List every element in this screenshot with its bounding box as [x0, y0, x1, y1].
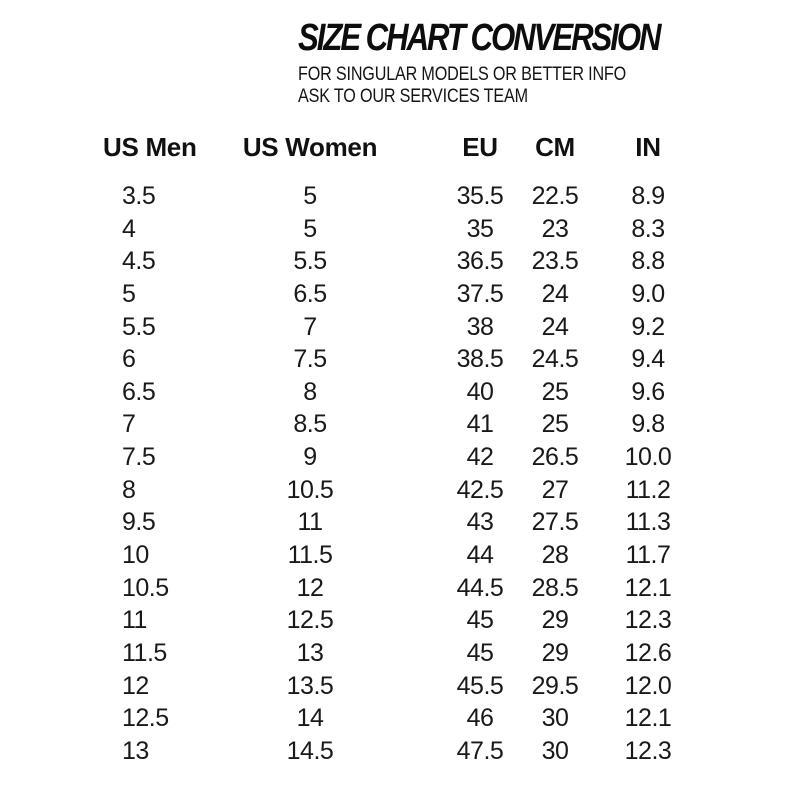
header-cell-us-women: US Women: [242, 132, 378, 162]
cell: 23.5: [531, 247, 579, 276]
cell: 10.5: [122, 573, 169, 602]
cell: 12.5: [286, 606, 334, 635]
cell: 29: [541, 638, 569, 667]
cell: 11.5: [287, 541, 333, 570]
cell: 37.5: [456, 279, 504, 308]
cell: 9.8: [631, 410, 665, 439]
page-subtitle: [298, 64, 655, 108]
table-row: [100, 637, 760, 670]
table-row: [100, 702, 760, 735]
cell: 12.0: [624, 671, 672, 700]
cell: 45: [466, 606, 494, 635]
cell: 42.5: [456, 475, 504, 504]
table-row: [100, 376, 760, 409]
table-row: [100, 180, 760, 213]
header-cell-us-men: US Men: [103, 132, 197, 162]
cell: 25: [541, 410, 569, 439]
cell: 8.3: [631, 214, 665, 243]
cell: 8: [122, 475, 136, 504]
table-row: [100, 311, 760, 344]
cell: 14.5: [286, 736, 334, 765]
cell: 11.2: [625, 475, 671, 504]
size-table: [100, 132, 760, 768]
cell: 12.1: [624, 704, 672, 733]
cell: 11: [297, 508, 323, 537]
cell: 44.5: [456, 573, 504, 602]
cell: 5.5: [293, 247, 327, 276]
table-header-row: [100, 132, 760, 162]
cell: 11.5: [122, 638, 167, 667]
header-cell-in: IN: [635, 132, 661, 162]
cell: 25: [541, 377, 569, 406]
cell: 6.5: [293, 279, 327, 308]
cell: 12.3: [624, 606, 672, 635]
table-rows: [100, 180, 760, 768]
table-row: [100, 539, 760, 572]
cell: 4: [122, 214, 136, 243]
cell: 13.5: [286, 671, 334, 700]
cell: 9.4: [631, 345, 665, 374]
table-row: [100, 245, 760, 278]
cell: 12.6: [624, 638, 672, 667]
table-row: [100, 441, 760, 474]
cell: 9: [303, 443, 317, 472]
cell: 24: [541, 312, 569, 341]
cell: 11.3: [625, 508, 671, 537]
cell: 27: [541, 475, 569, 504]
header-cell-cm: CM: [535, 132, 575, 162]
table-row: [100, 278, 760, 311]
cell: 3.5: [122, 182, 156, 210]
table-row: [100, 670, 760, 703]
cell: 47.5: [456, 736, 504, 765]
cell: 13: [296, 638, 324, 667]
table-row: [100, 408, 760, 441]
cell: 7.5: [122, 443, 156, 472]
cell: 45.5: [456, 671, 504, 700]
cell: 10.5: [286, 475, 334, 504]
cell: 22.5: [531, 182, 579, 210]
cell: 12: [296, 573, 324, 602]
cell: 38: [466, 312, 494, 341]
cell: 28: [541, 541, 569, 570]
cell: 12.3: [624, 736, 672, 765]
cell: 41: [466, 410, 494, 439]
cell: 8.9: [631, 182, 665, 210]
cell: 5: [303, 214, 317, 243]
cell: 26.5: [531, 443, 579, 472]
cell: 46: [466, 704, 494, 733]
cell: 7.5: [293, 345, 327, 374]
cell: 30: [541, 704, 569, 733]
subtitle-line-2: ASK TO OUR SERVICES TEAM: [298, 86, 528, 107]
cell: 7: [303, 312, 317, 341]
cell: 11.7: [625, 541, 671, 570]
cell: 38.5: [456, 345, 504, 374]
table-row: [100, 735, 760, 768]
subtitle-line-1: FOR SINGULAR MODELS OR BETTER INFO: [298, 64, 627, 85]
cell: 8.8: [631, 247, 665, 276]
table-row: [100, 474, 760, 507]
cell: 9.5: [122, 508, 156, 537]
cell: 5: [303, 182, 317, 210]
table-row: [100, 572, 760, 605]
cell: 29: [541, 606, 569, 635]
cell: 40: [466, 377, 494, 406]
table-row: [100, 506, 760, 539]
cell: 6: [122, 345, 136, 374]
cell: 42: [466, 443, 494, 472]
cell: 45: [466, 638, 494, 667]
table-row: [100, 604, 760, 637]
cell: 36.5: [456, 247, 504, 276]
cell: 28.5: [531, 573, 579, 602]
header-cell-eu: EU: [462, 132, 498, 162]
cell: 12.1: [624, 573, 672, 602]
cell: 7: [122, 410, 136, 439]
cell: 9.6: [631, 377, 665, 406]
cell: 30: [541, 736, 569, 765]
cell: 29.5: [531, 671, 579, 700]
cell: 13: [122, 736, 149, 765]
page-title: SIZE CHART CONVERSION: [298, 17, 660, 59]
cell: 11: [122, 606, 147, 635]
cell: 12.5: [122, 704, 169, 733]
table-row: [100, 343, 760, 376]
cell: 10.0: [624, 443, 672, 472]
title-block: [298, 18, 718, 108]
cell: 12: [122, 671, 149, 700]
cell: 27.5: [531, 508, 579, 537]
cell: 44: [466, 541, 494, 570]
cell: 4.5: [122, 247, 156, 276]
cell: 8: [303, 377, 317, 406]
cell: 9.2: [631, 312, 665, 341]
cell: 6.5: [122, 377, 156, 406]
cell: 35.5: [456, 182, 504, 210]
cell: 5.5: [122, 312, 156, 341]
cell: 24.5: [531, 345, 579, 374]
cell: 10: [122, 541, 149, 570]
cell: 43: [466, 508, 494, 537]
cell: 35: [466, 214, 494, 243]
cell: 5: [122, 279, 136, 308]
cell: 9.0: [631, 279, 665, 308]
cell: 8.5: [293, 410, 327, 439]
cell: 14: [296, 704, 324, 733]
cell: 24: [541, 279, 569, 308]
cell: 23: [541, 214, 569, 243]
table-row: [100, 213, 760, 246]
